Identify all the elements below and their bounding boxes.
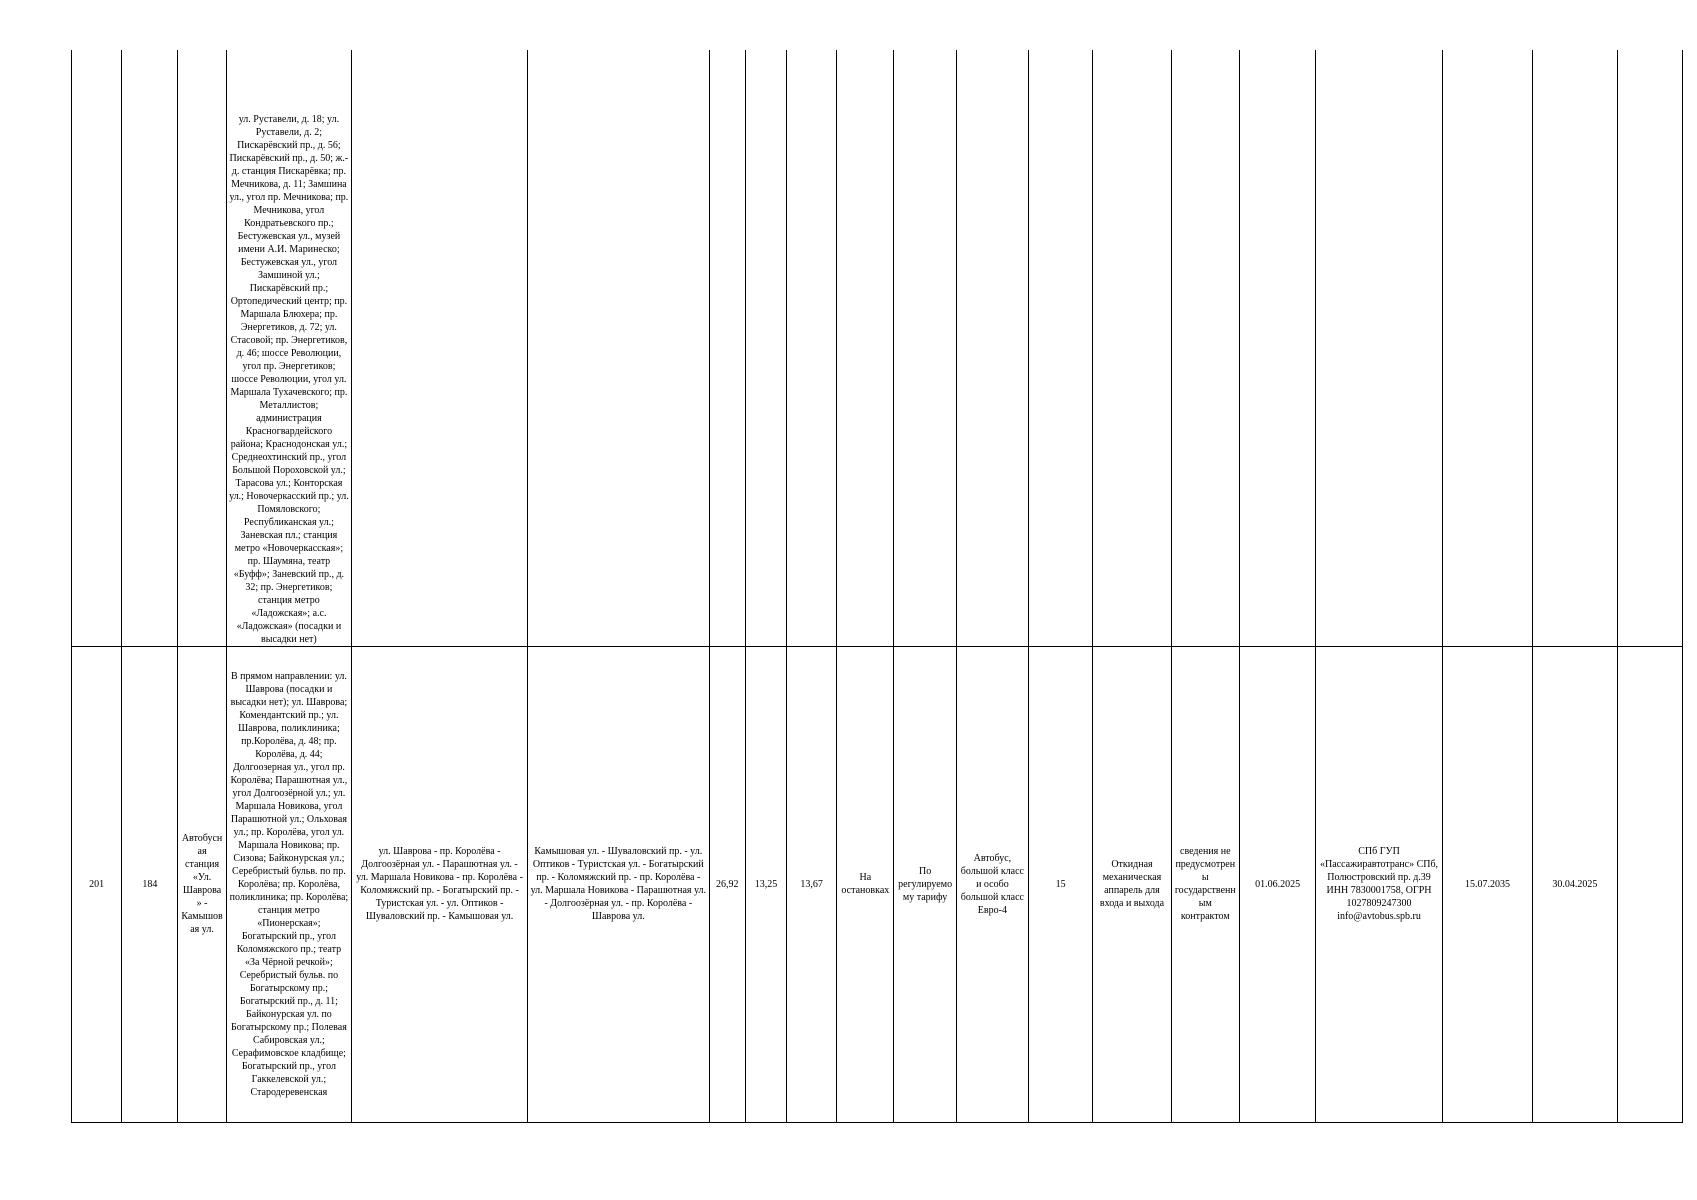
cell-start-date: 01.06.2025 bbox=[1239, 646, 1315, 1122]
cell-length-back: 13,25 bbox=[745, 646, 786, 1122]
cell-contract: сведения не предусмотрены государственным контрактом bbox=[1171, 646, 1239, 1122]
cell-length-forward bbox=[709, 50, 745, 646]
cell-avg-length: 13,67 bbox=[787, 646, 837, 1122]
cell-equipment: Откидная механическая аппарель для входа и выхода bbox=[1093, 646, 1171, 1122]
cell-streets-back bbox=[527, 50, 709, 646]
cell-streets-forward: ул. Шаврова - пр. Королёва - Долгоозёрная ул. - Парашютная ул. - ул. Маршала Новикова - пр. Королёва - Коломяжский пр. - Богатырский пр. - Туристская ул. - ул. Оптиков - Шуваловский пр. - Камышовая ул. bbox=[352, 646, 528, 1122]
stops-text: В прямом направлении: ул. Шаврова (посадки и высадки нет); ул. Шаврова; Комендантский пр.; ул. Шаврова, поликлиника; пр.Королёва, д. 48; пр. Королёва, д. 44; Долгоозерная ул., угол пр. Королёва; Парашютная ул., угол Долгоозёрной ул.; ул. Маршала Новикова, угол Парашютной ул.; Ольховая ул.; пр. Королёва, угол ул. Маршала Новикова; пр. Сизова; Байконурская ул.; Серебристый бульв. по пр. Королёва; пр. Королёва, поликлиника; пр. Королёва; станция метро «Пионерская»; Богатырский пр., угол Коломяжского пр.; театр «За Чёрной речкой»; Серебристый бульв. по Богатырскому пр.; Богатырский пр., д. 11; Байконурская ул. по Богатырскому пр.; Полевая Сабировская ул.; Серафимовское кладбище; Богатырский пр., угол Гаккелевской ул.; Стародеревенская bbox=[229, 670, 349, 1098]
cell-stops bbox=[226, 50, 352, 646]
route-register-table bbox=[71, 50, 1683, 1123]
cell-extra bbox=[1617, 646, 1682, 1122]
cell-vehicle bbox=[956, 50, 1028, 646]
cell-contract bbox=[1171, 50, 1239, 646]
cell-carrier bbox=[1316, 50, 1443, 646]
stops-text: ул. Руставели, д. 18; ул. Руставели, д. 2; Пискарёвский пр., д. 56; Пискарёвский пр., д. 50; ж.-д. станция Пискарёвка; пр. Мечникова, д. 11; Замшина ул., угол пр. Мечникова; пр. Мечникова, угол Кондратьевского пр.; Бестужевская ул., музей имени А.И. Маринеско; Бестужевская ул., угол Замшиной ул.; Пискарёвский пр.; Ортопедический центр; пр. Маршала Блюхера; пр. Энергетиков, д. 72; ул. Стасовой; пр. Энергетиков, д. 46; шоссе Революции, угол пр. Энергетиков; шоссе Революции, угол ул. Маршала Тухачевского; пр. Металлистов; администрация Красногвардейского района; Краснодонская ул.; Среднеохтинский пр., угол Большой Пороховской ул.; Тарасова ул.; Конторская ул.; Новочеркасский пр.; ул. Помяловского; Республиканская ул.; Заневская пл.; станция метро «Новочеркасская»; пр. Шаумяна, театр «Буфф»; Заневский пр., д. 32; пр. Энергетиков; станция метро «Ладожская»; а.с. «Ладожская» (посадки и высадки нет) bbox=[229, 113, 349, 645]
cell-reg-num bbox=[122, 50, 178, 646]
cell-streets-back: Камышовая ул. - Шуваловский пр. - ул. Оптиков - Туристская ул. - Богатырский пр. - Коломяжский пр. - пр. Королёва - ул. Маршала Новикова - Парашютная ул. - Долгоозёрная ул. - пр. Королёва - Шаврова ул. bbox=[527, 646, 709, 1122]
cell-extra bbox=[1617, 50, 1682, 646]
cell-route-name: Автобусная станция «Ул. Шаврова» - Камышовая ул. bbox=[178, 646, 226, 1122]
cell-date-b bbox=[1533, 50, 1617, 646]
cell-length-forward: 26,92 bbox=[709, 646, 745, 1122]
cell-reg-num: 184 bbox=[122, 646, 178, 1122]
cell-max-count: 15 bbox=[1029, 646, 1093, 1122]
cell-avg-length bbox=[787, 50, 837, 646]
cell-tariff: По регулируемому тарифу bbox=[894, 646, 956, 1122]
cell-date-a bbox=[1442, 50, 1532, 646]
cell-stops bbox=[226, 646, 352, 1122]
cell-equipment bbox=[1093, 50, 1171, 646]
cell-max-count bbox=[1029, 50, 1093, 646]
cell-streets-forward bbox=[352, 50, 528, 646]
cell-date-b: 30.04.2025 bbox=[1533, 646, 1617, 1122]
cell-start-date bbox=[1239, 50, 1315, 646]
table-row bbox=[72, 50, 1683, 646]
cell-date-a: 15.07.2035 bbox=[1442, 646, 1532, 1122]
cell-num: 201 bbox=[72, 646, 122, 1122]
cell-route-name bbox=[178, 50, 226, 646]
cell-stop-order: На остановках bbox=[837, 646, 894, 1122]
cell-stop-order bbox=[837, 50, 894, 646]
cell-carrier: СПб ГУП «Пассажиравтотранс» СПб, Полюстровский пр. д.39 ИНН 7830001758, ОГРН 1027809247300 info@avtobus.spb.ru bbox=[1316, 646, 1443, 1122]
cell-tariff bbox=[894, 50, 956, 646]
cell-length-back bbox=[745, 50, 786, 646]
cell-vehicle: Автобус, большой класс и особо большой класс Евро-4 bbox=[956, 646, 1028, 1122]
table-row bbox=[72, 646, 1683, 1122]
cell-num bbox=[72, 50, 122, 646]
